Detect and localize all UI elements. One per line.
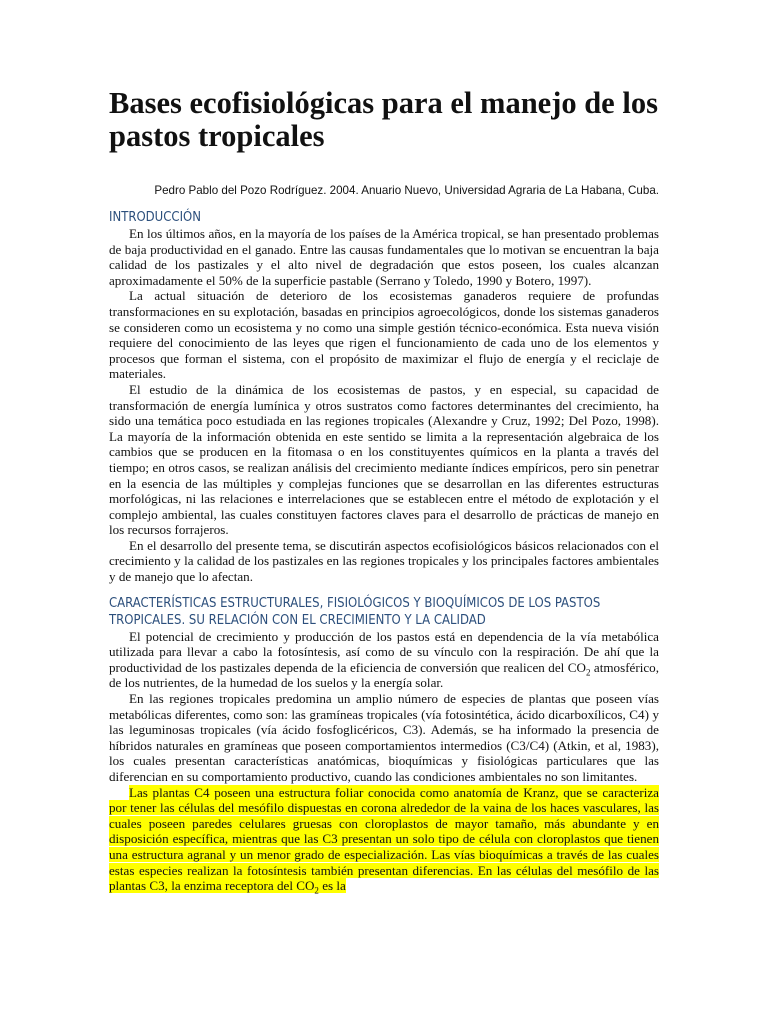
subscript: 2 — [585, 667, 591, 678]
highlighted-text: Las plantas C4 poseen una estructura foliar conocida como anatomía de Kranz, que se caracteriza por tener las células del mesófilo dispuestas en corona alrededor de la vaina de los haces vasculares, las cuales poseen paredes celulares gruesas con cloroplastos de mayor tamaño, más abundante y en disposición específica, mientras que las C3 presentan un solo tipo de célula con cloroplastos que tienen una estructura agranal y un menor grado de especialización. Las vías bioquímicas a través de las cuales estas especies realizan la fotosíntesis también presentan diferencias. En las células del mesófilo de las plantas C3, la enzima receptora del CO — [109, 784, 659, 894]
paragraph-text: atmosférico, de los nutrientes, de la humedad de los suelos y la energía solar. — [109, 659, 659, 691]
section-heading-caracteristicas: CARACTERÍSTICAS ESTRUCTURALES, FISIOLÓGICOS Y BIOQUÍMICOS DE LOS PASTOS TROPICALES. SU RELACIÓN CON EL CRECIMIENTO Y LA CALIDAD — [109, 595, 601, 628]
highlighted-paragraph — [109, 785, 659, 894]
subscript: 2 — [314, 885, 319, 896]
paragraph: La actual situación de deterioro de los ecosistemas ganaderos requiere de profundas transformaciones en su explotación, basadas en principios agroecológicos, donde los sistemas ganaderos se consideren como un ecosistema y no como una simple gestión técnico-económica. Esta nueva visión requiere del conocimiento de las leyes que rigen el funcionamiento de cada uno de los elementos y procesos que forman el sistema, con el propósito de maximizar el flujo de energía y el reciclaje de materiales. — [109, 288, 659, 382]
document-title: Bases ecofisiológicas para el manejo de los pastos tropicales — [109, 86, 658, 153]
citation-line: Pedro Pablo del Pozo Rodríguez. 2004. Anuario Nuevo, Universidad Agraria de La Habana, Cuba. — [154, 184, 659, 197]
section-heading-introduccion: INTRODUCCIÓN — [109, 210, 201, 225]
highlighted-text: es la — [318, 878, 346, 894]
paragraph-text: El potencial de crecimiento y producción de los pastos está en dependencia de la vía metabólica utilizada para llevar a cabo la fotosíntesis, así como de su vínculo con la respiración. De ahí que la productividad de los pastizales dependa de la eficiencia de conversión que realicen del CO — [109, 628, 659, 675]
paragraph — [109, 629, 659, 691]
paragraph: En las regiones tropicales predomina un amplio número de especies de plantas que poseen vías metabólicas diferentes, como son: las gramíneas tropicales (vía fotosintética, ácido dicarboxílicos, C4) y las leguminosas tropicales (vía ácido fosfoglicéricos, C3). Además, se ha informado la presencia de híbridos naturales en gramíneas que poseen comportamientos intermedios (C3/C4) (Atkin, et al, 1983), los cuales presentan características anatómicas, bioquímicas y fisiológicas particulares que las diferencian en su comportamiento productivo, cuando las condiciones ambientales no son limitantes. — [109, 691, 659, 784]
paragraph: En los últimos años, en la mayoría de los países de la América tropical, se han presentado problemas de baja productividad en el ganado. Entre las causas fundamentales que lo motivan se encuentran la baja calidad de los pastizales y el alto nivel de degradación que estos poseen, los cuales alcanzan aproximadamente el 50% de la superficie pastable (Serrano y Toledo, 1990 y Botero, 1997). — [109, 226, 659, 288]
paragraph: En el desarrollo del presente tema, se discutirán aspectos ecofisiológicos básicos relacionados con el crecimiento y la calidad de los pastizales en las regiones tropicales y los principales factores ambientales y de manejo que lo afectan. — [109, 537, 659, 585]
paragraph: El estudio de la dinámica de los ecosistemas de pastos, y en especial, su capacidad de transformación de energía lumínica y otros sustratos como factores determinantes del crecimiento, ha sido una temática poco estudiada en las regiones tropicales (Alexandre y Cruz, 1992; Del Pozo, 1998). La mayoría de la información obtenida en este sentido se limita a la representación algebraica de los cambios que se producen en la fitomasa o en los constituyentes químicos en la planta a través del tiempo; en otros casos, se realizan análisis del crecimiento mediante índices empíricos, pero sin penetrar en la esencia de las múltiples y complejas funciones que se desarrollan en las diferentes estructuras morfológicas, ni las relaciones e interrelaciones que se establecen entre el método de explotación y el complejo ambiental, las cuales constituyen factores claves para el desarrollo de prácticas de manejo en los recursos forrajeros. — [109, 381, 659, 538]
